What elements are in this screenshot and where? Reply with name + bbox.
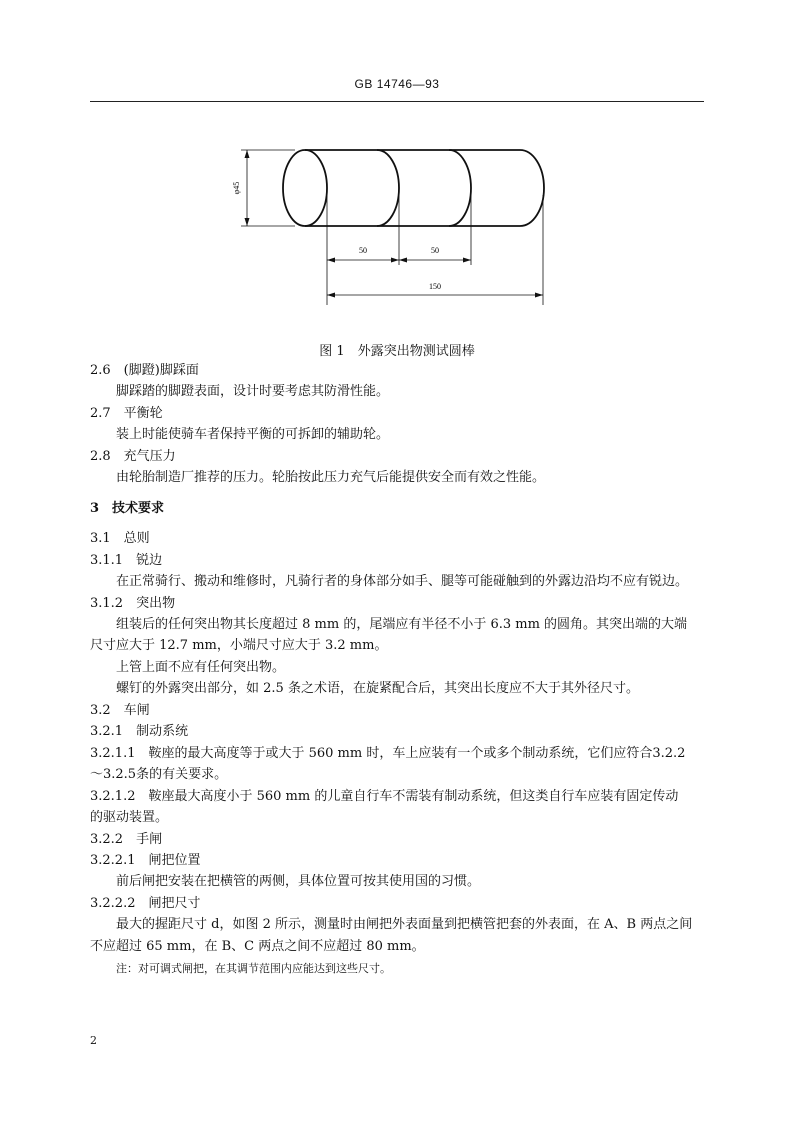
paragraph-line: 前后闸把安装在把横管的两侧，具体位置可按其使用国的习惯。: [116, 874, 481, 889]
rod-mark-1: [377, 150, 399, 226]
paragraph-line: 最大的握距尺寸 d，如图 2 所示，测量时由闸把外表面量到把横管把套的外表面，在 A、B 两点之间: [116, 917, 693, 932]
figure-caption: 图 1 外露突出物测试圆棒: [319, 344, 475, 359]
section-heading: 3.2.2.2 闸把尺寸: [90, 896, 201, 911]
chapter-heading: 3 技术要求: [90, 501, 165, 516]
section-heading: 2.6 (脚蹬)脚踩面: [90, 363, 199, 378]
rod-mark-2: [449, 150, 471, 226]
note-line: 注：对可调式闸把，在其调节范围内应能达到这些尺寸。: [116, 962, 391, 975]
rod-end-face: [283, 150, 327, 226]
section-heading: 3.1.2 突出物: [90, 596, 176, 611]
paragraph-line: 螺钉的外露突出部分，如 2.5 条之术语，在旋紧配合后，其突出长度应不大于其外径尺寸。: [116, 681, 639, 696]
section-heading: 3.2.2 手闸: [90, 832, 163, 847]
paragraph-line: ～3.2.5条的有关要求。: [90, 767, 228, 782]
section-heading: 3.1.1 锐边: [90, 553, 163, 568]
diameter-label: φ45: [232, 181, 241, 195]
section-heading: 3.2.2.1 闸把位置: [90, 853, 201, 868]
paragraph-line: 脚踩踏的脚蹬表面，设计时要考虑其防滑性能。: [116, 384, 390, 399]
running-header: GB 14746—93: [354, 77, 440, 91]
section-heading: 3.1 总则: [90, 531, 150, 546]
dimension-label-1: 50: [359, 246, 367, 255]
paragraph-line: 3.2.1.2 鞍座最大高度小于 560 mm 的儿童自行车不需装有制动系统，但这类自行车应装有固定传动: [90, 789, 679, 804]
dimension-label-2: 50: [431, 246, 439, 255]
section-heading: 3.2.1 制动系统: [90, 724, 189, 739]
dimension-label-total: 150: [429, 282, 441, 291]
section-heading: 2.7 平衡轮: [90, 406, 163, 421]
paragraph-line: 在正常骑行、搬动和维修时，凡骑行者的身体部分如手、腿等可能碰触到的外露边沿均不应有锐边。: [116, 574, 689, 589]
section-heading: 2.8 充气压力: [90, 449, 176, 464]
paragraph-line: 组装后的任何突出物其长度超过 8 mm 的，尾端应有半径不小于 6.3 mm 的圆角。其突出端的大端: [116, 617, 688, 632]
figure-test-rod: [225, 135, 565, 315]
paragraph-line: 不应超过 65 mm，在 B、C 两点之间不应超过 80 mm。: [90, 939, 425, 954]
paragraph-line: 3.2.1.1 鞍座的最大高度等于或大于 560 mm 时，车上应装有一个或多个制动系统，它们应符合3.2.2: [90, 746, 686, 761]
page-number: 2: [90, 1034, 97, 1047]
paragraph-line: 的驱动装置。: [90, 810, 169, 825]
header-rule: [90, 101, 704, 102]
paragraph-line: 由轮胎制造厂推荐的压力。轮胎按此压力充气后能提供安全而有效之性能。: [116, 470, 546, 485]
rod-outline: [305, 150, 544, 226]
paragraph-line: 上管上面不应有任何突出物。: [116, 660, 286, 675]
paragraph-line: 尺寸应大于 12.7 mm，小端尺寸应大于 3.2 mm。: [90, 638, 388, 653]
section-heading: 3.2 车闸: [90, 703, 150, 718]
paragraph-line: 装上时能使骑车者保持平衡的可拆卸的辅助轮。: [116, 427, 390, 442]
